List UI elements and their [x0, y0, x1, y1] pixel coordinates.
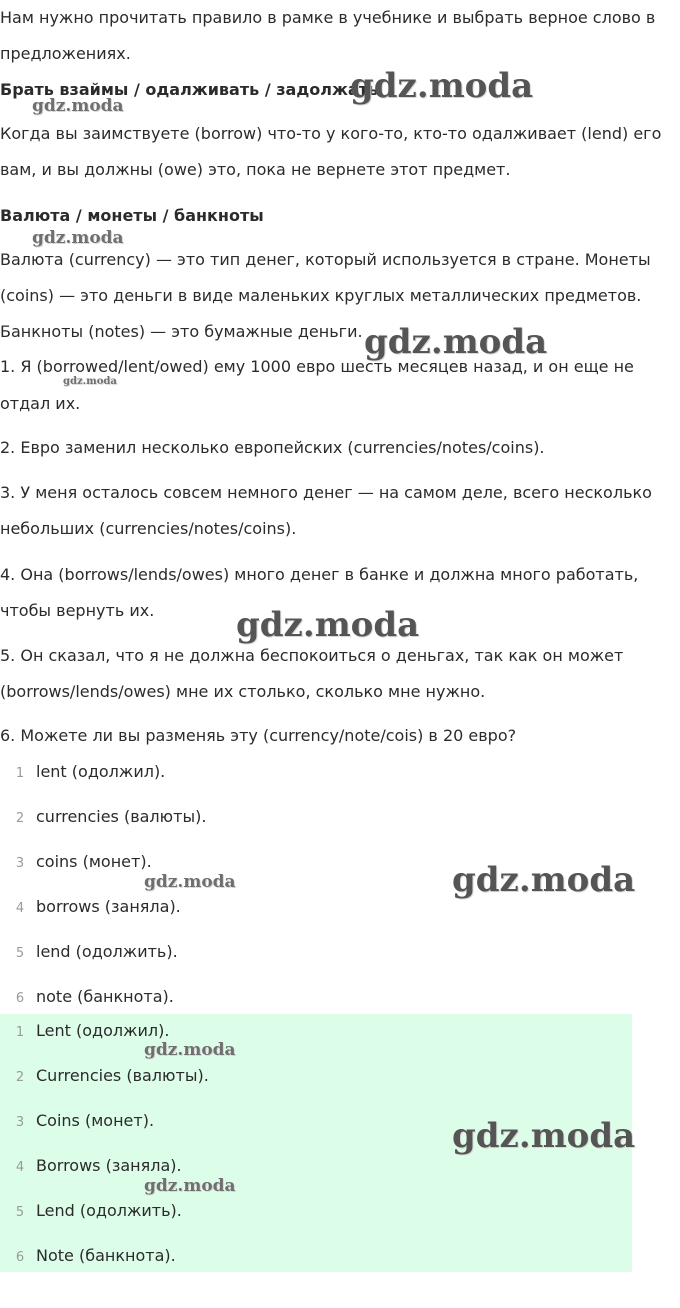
watermark: gdz.moda [144, 1040, 236, 1060]
exercise-4-line-1: 4. Она (borrows/lends/owes) много денег в банке и должна много работать, [0, 565, 639, 584]
list-item-number: 4 [15, 901, 25, 916]
watermark: gdz.moda [452, 860, 636, 900]
list-item-text: Coins (монет). [36, 1111, 155, 1130]
list-item-number: 1 [15, 1025, 25, 1040]
list-item [0, 1242, 632, 1287]
list-item-number: 5 [15, 946, 25, 961]
watermark: gdz.moda [32, 228, 124, 248]
list-item-number: 2 [15, 1070, 25, 1085]
list-item [0, 758, 632, 803]
list-item-number: 2 [15, 811, 25, 826]
section-heading-borrow: Брать взаймы / одалживать / задолжать [0, 80, 379, 99]
list-item-text: Lent (одолжил). [36, 1021, 170, 1040]
list-item-text: lend (одолжить). [36, 942, 178, 961]
exercise-6: 6. Можете ли вы разменяь эту (currency/note/cois) в 20 евро? [0, 726, 517, 745]
list-item-number: 3 [15, 856, 25, 871]
exercise-4-line-2: чтобы вернуть их. [0, 601, 155, 620]
list-item-text: Borrows (заняла). [36, 1156, 182, 1175]
list-item-text: currencies (валюты). [36, 807, 207, 826]
section-currency-line-1: Валюта (currency) — это тип денег, который используется в стране. Монеты [0, 250, 651, 269]
exercise-1-line-2: отдал их. [0, 394, 81, 413]
exercise-3-line-1: 3. У меня осталось совсем немного денег — на самом деле, всего несколько [0, 483, 652, 502]
watermark: gdz.moda [32, 96, 124, 116]
list-item [0, 1197, 632, 1242]
list-item-number: 4 [15, 1160, 25, 1175]
list-item [0, 938, 632, 983]
exercise-1-line-1: 1. Я (borrowed/lent/owed) ему 1000 евро шесть месяцев назад, и он еще не [0, 357, 634, 376]
watermark: gdz.moda [144, 1176, 236, 1196]
list-item-text: note (банкнота). [36, 987, 174, 1006]
list-item-number: 1 [15, 766, 25, 781]
exercise-5-line-1: 5. Он сказал, что я не должна беспокоиться о деньгах, так как он может [0, 646, 624, 665]
intro-line-1: Нам нужно прочитать правило в рамке в учебнике и выбрать верное слово в [0, 8, 656, 27]
watermark: gdz.moda [452, 1116, 636, 1156]
watermark: gdz.moda [63, 376, 117, 387]
exercise-5-line-2: (borrows/lends/owes) мне их столько, сколько мне нужно. [0, 682, 486, 701]
watermark: gdz.moda [236, 605, 420, 645]
list-item [0, 803, 632, 848]
list-item-text: coins (монет). [36, 852, 152, 871]
watermark: gdz.moda [364, 322, 548, 362]
intro-line-2: предложениях. [0, 44, 131, 63]
section-heading-currency: Валюта / монеты / банкноты [0, 206, 264, 225]
list-item-text: lent (одолжил). [36, 762, 166, 781]
list-item [0, 1017, 632, 1062]
section-currency-line-3: Банкноты (notes) — это бумажные деньги. [0, 322, 363, 341]
list-item-text: borrows (заняла). [36, 897, 181, 916]
section-borrow-line-1: Когда вы заимствуете (borrow) что-то у кого-то, кто-то одалживает (lend) его [0, 124, 662, 143]
list-item-text: Note (банкнота). [36, 1246, 176, 1265]
section-borrow-line-2: вам, и вы должны (owe) это, пока не вернете этот предмет. [0, 160, 511, 179]
watermark: gdz.moda [350, 66, 534, 106]
exercise-3-line-2: небольших (currencies/notes/coins). [0, 519, 297, 538]
list-item [0, 1062, 632, 1107]
list-item-number: 3 [15, 1115, 25, 1130]
list-item [0, 1152, 632, 1197]
list-item-number: 5 [15, 1205, 25, 1220]
list-item-number: 6 [15, 991, 25, 1006]
list-item-text: Lend (одолжить). [36, 1201, 182, 1220]
exercise-2: 2. Евро заменил несколько европейских (currencies/notes/coins). [0, 438, 545, 457]
watermark: gdz.moda [144, 872, 236, 892]
list-item-number: 6 [15, 1250, 25, 1265]
list-item-text: Currencies (валюты). [36, 1066, 209, 1085]
section-currency-line-2: (coins) — это деньги в виде маленьких круглых металлических предметов. [0, 286, 642, 305]
